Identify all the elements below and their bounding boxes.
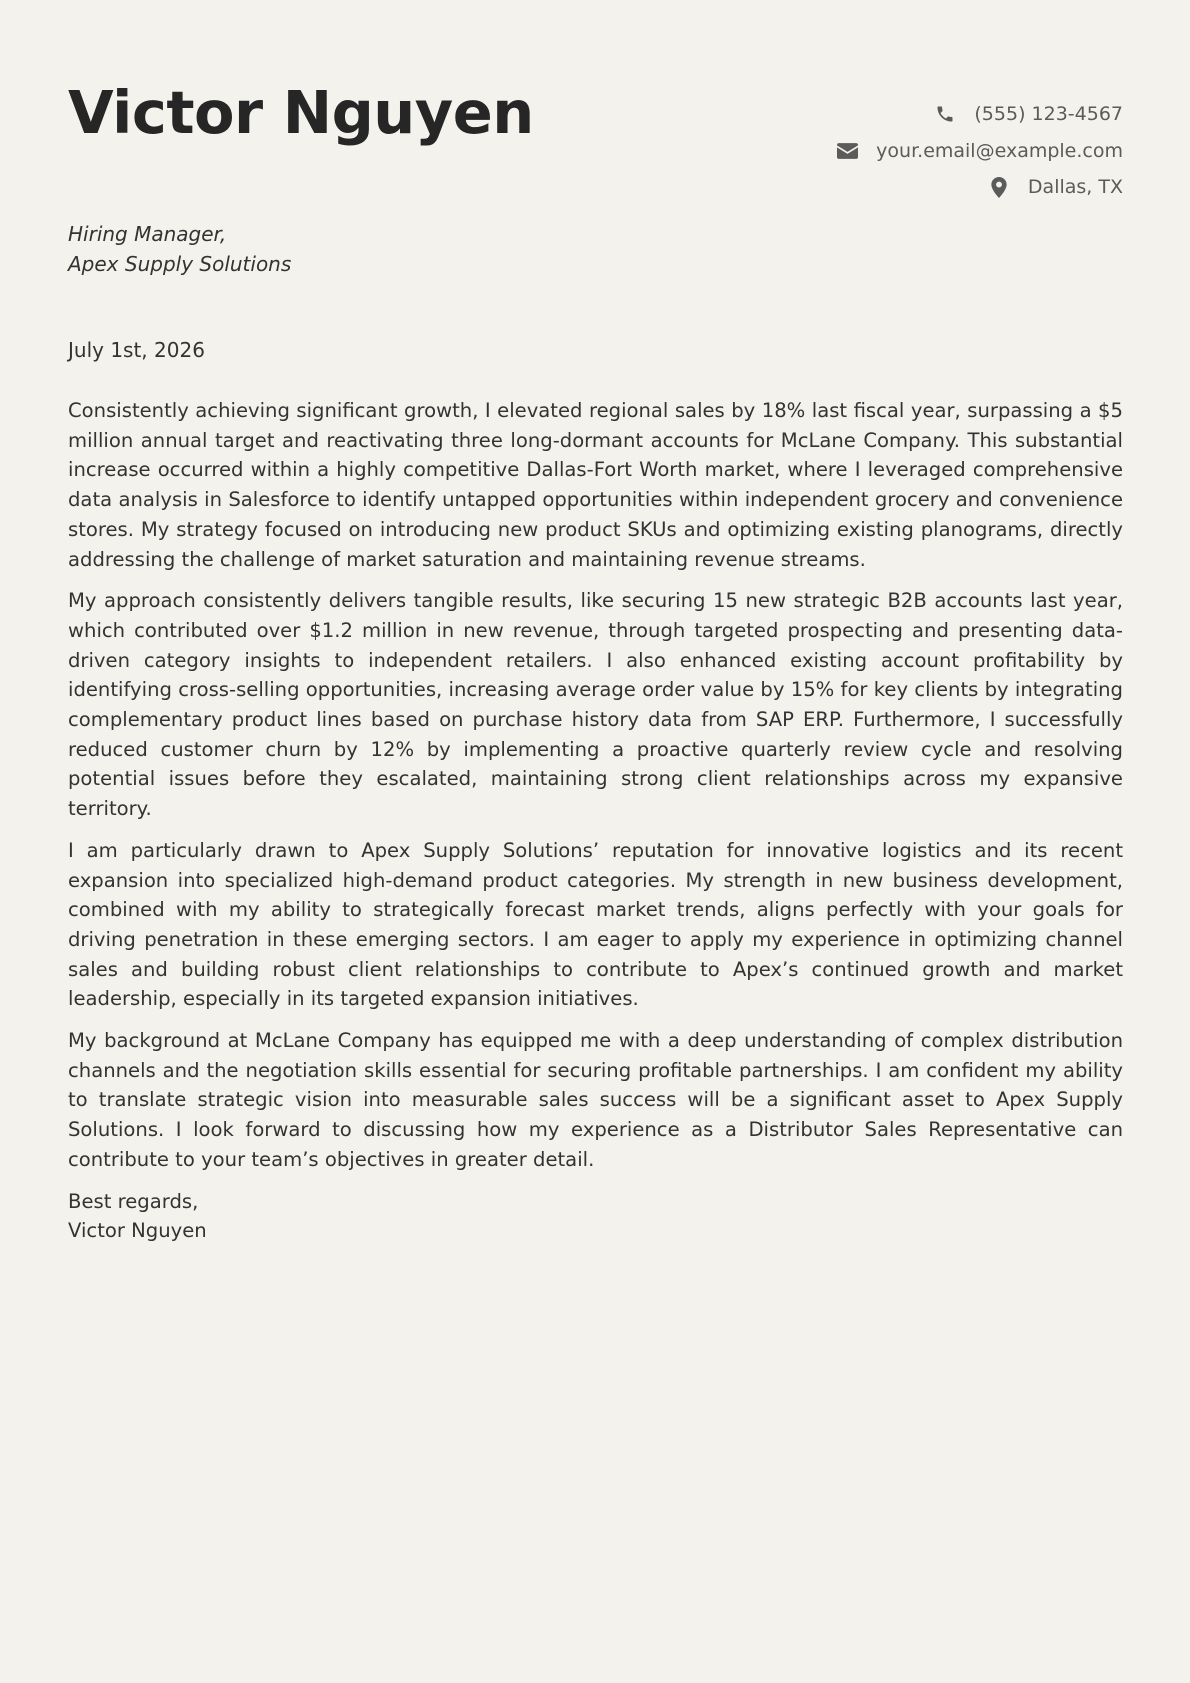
- body-paragraph: My background at McLane Company has equipped me with a deep understanding of complex distribution channels and the negotiation skills essential for securing profitable partnerships. I am confident my ability to translate strategic vision into measurable sales success will be a significant asset to Apex Supply Solutions. I look forward to discussing how my experience as a Distributor Sales Representative can contribute to your team’s objectives in greater detail.: [68, 1029, 1123, 1171]
- location-text: Dallas, TX: [1027, 176, 1123, 199]
- letter-body: [68, 396, 1123, 1246]
- cover-letter-page: [68, 0, 1123, 1683]
- recipient-title: Hiring Manager,: [68, 222, 227, 246]
- closing-signature: Victor Nguyen: [68, 1219, 207, 1243]
- recipient-block: [68, 219, 291, 279]
- recipient-company: Apex Supply Solutions: [68, 252, 292, 276]
- body-paragraph: Consistently achieving significant growth, I elevated regional sales by 18% last fiscal year, surpassing a $5 million annual target and reactivating three long-dormant accounts for McLane Company. This substantial increase occurred within a highly competitive Dallas-Fort Worth market, where I leveraged comprehensive data analysis in Salesforce to identify untapped opportunities within independent grocery and convenience stores. My strategy focused on introducing new product SKUs and optimizing existing planograms, directly addressing the challenge of market saturation and maintaining revenue streams.: [68, 399, 1123, 571]
- applicant-name: Victor Nguyen: [68, 78, 534, 147]
- email-text: your.email@example.com: [876, 139, 1123, 162]
- contact-block: [643, 96, 1123, 206]
- contact-location: [643, 169, 1123, 206]
- body-paragraph: I am particularly drawn to Apex Supply Solutions’ reputation for innovative logistics and its recent expansion into specialized high-demand product categories. My strength in new business development, combined with my ability to strategically forecast market trends, aligns perfectly with your goals for driving penetration in these emerging sectors. I am eager to apply my experience in optimizing channel sales and building robust client relationships to contribute to Apex’s continued growth and market leadership, especially in its targeted expansion initiatives.: [68, 838, 1123, 1011]
- map-pin-icon: [988, 176, 1010, 198]
- letter-header: [68, 0, 1123, 200]
- body-paragraph: My approach consistently delivers tangible results, like securing 15 new strategic B2B accounts last year, which contributed over $1.2 million in new revenue, through targeted prospecting and presenting data-driven category insights to independent retailers. I also enhanced existing account profitability by identifying cross-selling opportunities, increasing average order value by 15% for key clients by integrating complementary product lines based on purchase history data from SAP ERP. Furthermore, I successfully reduced customer churn by 12% by implementing a proactive quarterly review cycle and resolving potential issues before they escalated, maintaining strong client relationships across my expansive territory.: [68, 589, 1123, 821]
- contact-phone: [643, 96, 1123, 133]
- letter-closing: [68, 1187, 1123, 1246]
- contact-email: [643, 133, 1123, 170]
- phone-text: (555) 123-4567: [974, 103, 1123, 126]
- envelope-icon: [836, 140, 858, 162]
- closing-salutation: Best regards,: [68, 1189, 199, 1213]
- letter-date: July 1st, 2026: [68, 338, 205, 362]
- phone-icon: [934, 103, 956, 125]
